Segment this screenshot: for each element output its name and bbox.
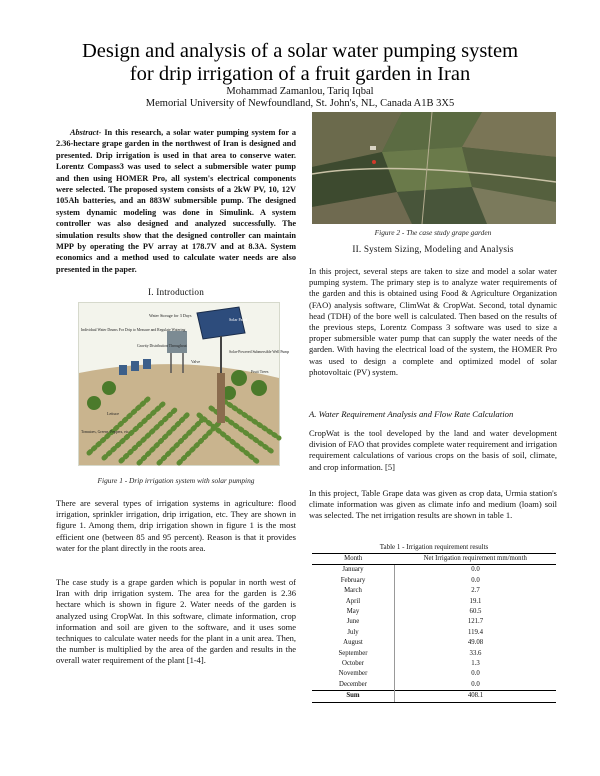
cell-month: June (312, 617, 395, 627)
cell-value: 0.0 (471, 680, 480, 688)
cell-month: February (312, 576, 395, 586)
cell-value: 2.7 (471, 587, 480, 595)
right-paragraph-2: CropWat is the tool developed by the land and water development division of FAO that provides complete water requirement and irrigation requirement calculations of various crops on the basis of soil, climate, and crop information. [5] (309, 428, 557, 472)
right-paragraph-1: In this project, several steps are taken to size and model a solar water pumping system. The primary step is to analyze water requirements of the garden and this is obtained using Food & Agriculture Organization (FAO) analysis software, ClimWat & CropWat. Second, total dynamic head (TDH) of the bore well is calculated. Then based on the results of the previous steps, Lorentz Compass 3 software was used to size a proper submersible water pump that can supply the water needs of the garden. With having the electrical load of the system, the HOMER Pro was used to design a complete and optimized model of solar photovoltaic (PV) system. (309, 266, 557, 377)
cell-month: March (312, 586, 395, 596)
table-sum-row (312, 691, 556, 702)
table-row (312, 669, 556, 679)
cell-month: December (312, 680, 395, 691)
fig1-label-gravity: Gravity Distribution Throughout (137, 344, 187, 348)
figure-2-caption: Figure 2 - The case study grape garden (374, 228, 492, 237)
cell-value: 119.4 (467, 628, 484, 636)
cell-month: October (312, 659, 395, 669)
table-1-caption: Table 1 - Irrigation requirement results (379, 543, 489, 551)
table-row (312, 659, 556, 669)
cell-sum-label: Sum (312, 691, 395, 702)
col-header-value: Net Irrigation requirement mm/month (395, 554, 557, 565)
cell-value: 49.08 (467, 639, 484, 647)
figure-1-illustration (78, 302, 290, 466)
fig1-storage-tank (167, 331, 187, 353)
cell-value: 33.6 (469, 649, 482, 657)
cell-value: 0.0 (471, 566, 480, 574)
fig1-label-fruit-trees: Fruit Trees (251, 369, 269, 374)
cell-value: 0.0 (471, 670, 480, 678)
abstract (56, 127, 296, 275)
table-row (312, 638, 556, 648)
left-paragraph-1: There are several types of irrigation systems in agriculture: flood irrigation, sprinkler irrigation, drip irrigation, etc. They are shown in figure 1. Among them, drip irrigation shown in figure 1 is the most efficient one (between 85 and 95 percent). Reason is that it provides water for the plant directly in the roots area. (56, 498, 296, 553)
figure-2-svg (312, 112, 556, 224)
fig1-label-drums: Individual Water Drums For Drip to Measure and Regulate Watering (81, 328, 186, 332)
subsection-heading-a: A. Water Requirement Analysis and Flow Rate Calculation (309, 409, 514, 419)
cell-month: August (312, 638, 395, 648)
cell-value: 60.5 (469, 608, 482, 616)
title-line-1: Design and analysis of a solar water pumping system (81, 40, 519, 62)
table-header-row (312, 554, 556, 565)
table-row (312, 617, 556, 627)
fig2-field-8 (397, 187, 487, 224)
table-row (312, 586, 556, 596)
table-row (312, 607, 556, 617)
abstract-lead: Abstract- (70, 128, 102, 137)
table-row (312, 680, 556, 691)
cell-month: April (312, 597, 395, 607)
fig1-label-tomatoes: Tomatoes, Greens, Peppers, etc. (81, 430, 130, 434)
right-paragraph-3: In this project, Table Grape data was given as crop data, Urmia station's climate information was given as climate info and medium (loam) soil was selected. The net irrigation results are shown in table 1. (309, 488, 557, 521)
col-header-month: Month (312, 554, 395, 565)
cell-month: November (312, 669, 395, 679)
figure-1-caption: Figure 1 - Drip irrigation system with solar pumping (97, 476, 255, 485)
table-row (312, 576, 556, 586)
fig1-label-solar-pump: Solar-Powered Submersible Well Pump (229, 350, 290, 354)
table-row (312, 597, 556, 607)
fig1-label-solar-panel: Solar Panel (229, 317, 248, 322)
cell-value: 0.0 (471, 576, 480, 584)
figure-1-svg (79, 303, 290, 465)
cell-sum-value: 408.1 (395, 691, 557, 702)
affiliation-line: Memorial University of Newfoundland, St. John's, NL, Canada A1B 3X5 (145, 98, 455, 109)
abstract-text: In this research, a solar water pumping system for a 2.36-hectare grape garden in the northwest of Iran is designed and presented. Drip irrigation is used in that area to conserve water. Lorentz Compass3 was used to select a submersible water pump and then using HOMER Pro, all system's electrical components were selected. The proposed system consists of a 2kW PV, 10, 12V 105Ah batteries, and an 883W submersible pump. The designed system dynamic modeling was done in Simulink. A system controller was also designed and analyzed successfully. The simulation results show that the designed controller can maintain MPP by operating the PV array at 178.7V and at 8.3A. System economics and a method used to calculate water needs are also presented in the paper. (56, 128, 296, 274)
author-line: Mohammad Zamanlou, Tariq Iqbal (226, 86, 374, 97)
section-heading-introduction: I. Introduction (147, 287, 205, 297)
cell-month: September (312, 649, 395, 659)
title-line-2: for drip irrigation of a fruit garden in Iran (129, 63, 471, 85)
fig1-label-valve: Valve (191, 359, 201, 364)
table-row (312, 565, 556, 576)
irrigation-table-block (312, 543, 556, 703)
cell-value: 121.7 (467, 618, 484, 626)
cell-month: May (312, 607, 395, 617)
fig1-solar-panel (197, 307, 245, 339)
fig2-building (370, 146, 376, 150)
fig2-location-marker (372, 160, 376, 164)
section-heading-system-sizing: II. System Sizing, Modeling and Analysis (352, 244, 514, 254)
cell-value: 19.1 (469, 597, 482, 605)
paper-title (40, 40, 560, 86)
table-row (312, 649, 556, 659)
fig1-well (217, 373, 225, 423)
cell-month: January (312, 565, 395, 576)
fig1-label-storage: Water Storage for 3 Days (149, 313, 192, 318)
cell-value: 1.3 (471, 660, 480, 668)
cell-month: July (312, 628, 395, 638)
left-paragraph-2: The case study is a grape garden which is popular in north west of Iran with drip irrigation system. The area for the garden is 2.36 hectare which is shown in figure 2. Water needs of the garden is analyzed using CropWat. In this software, climate information, crop information and soil are given to the software, and it uses some techniques to calculate water needs for the plant in a unit area. Then, the number is multiplied by the area of the garden and results in the overall water requirement of the plant [1-4]. (56, 577, 296, 666)
irrigation-requirement-table (312, 553, 556, 703)
figure-2-satellite-image (312, 112, 556, 224)
table-row (312, 628, 556, 638)
fig1-label-lettuce: Lettuce (107, 411, 119, 416)
